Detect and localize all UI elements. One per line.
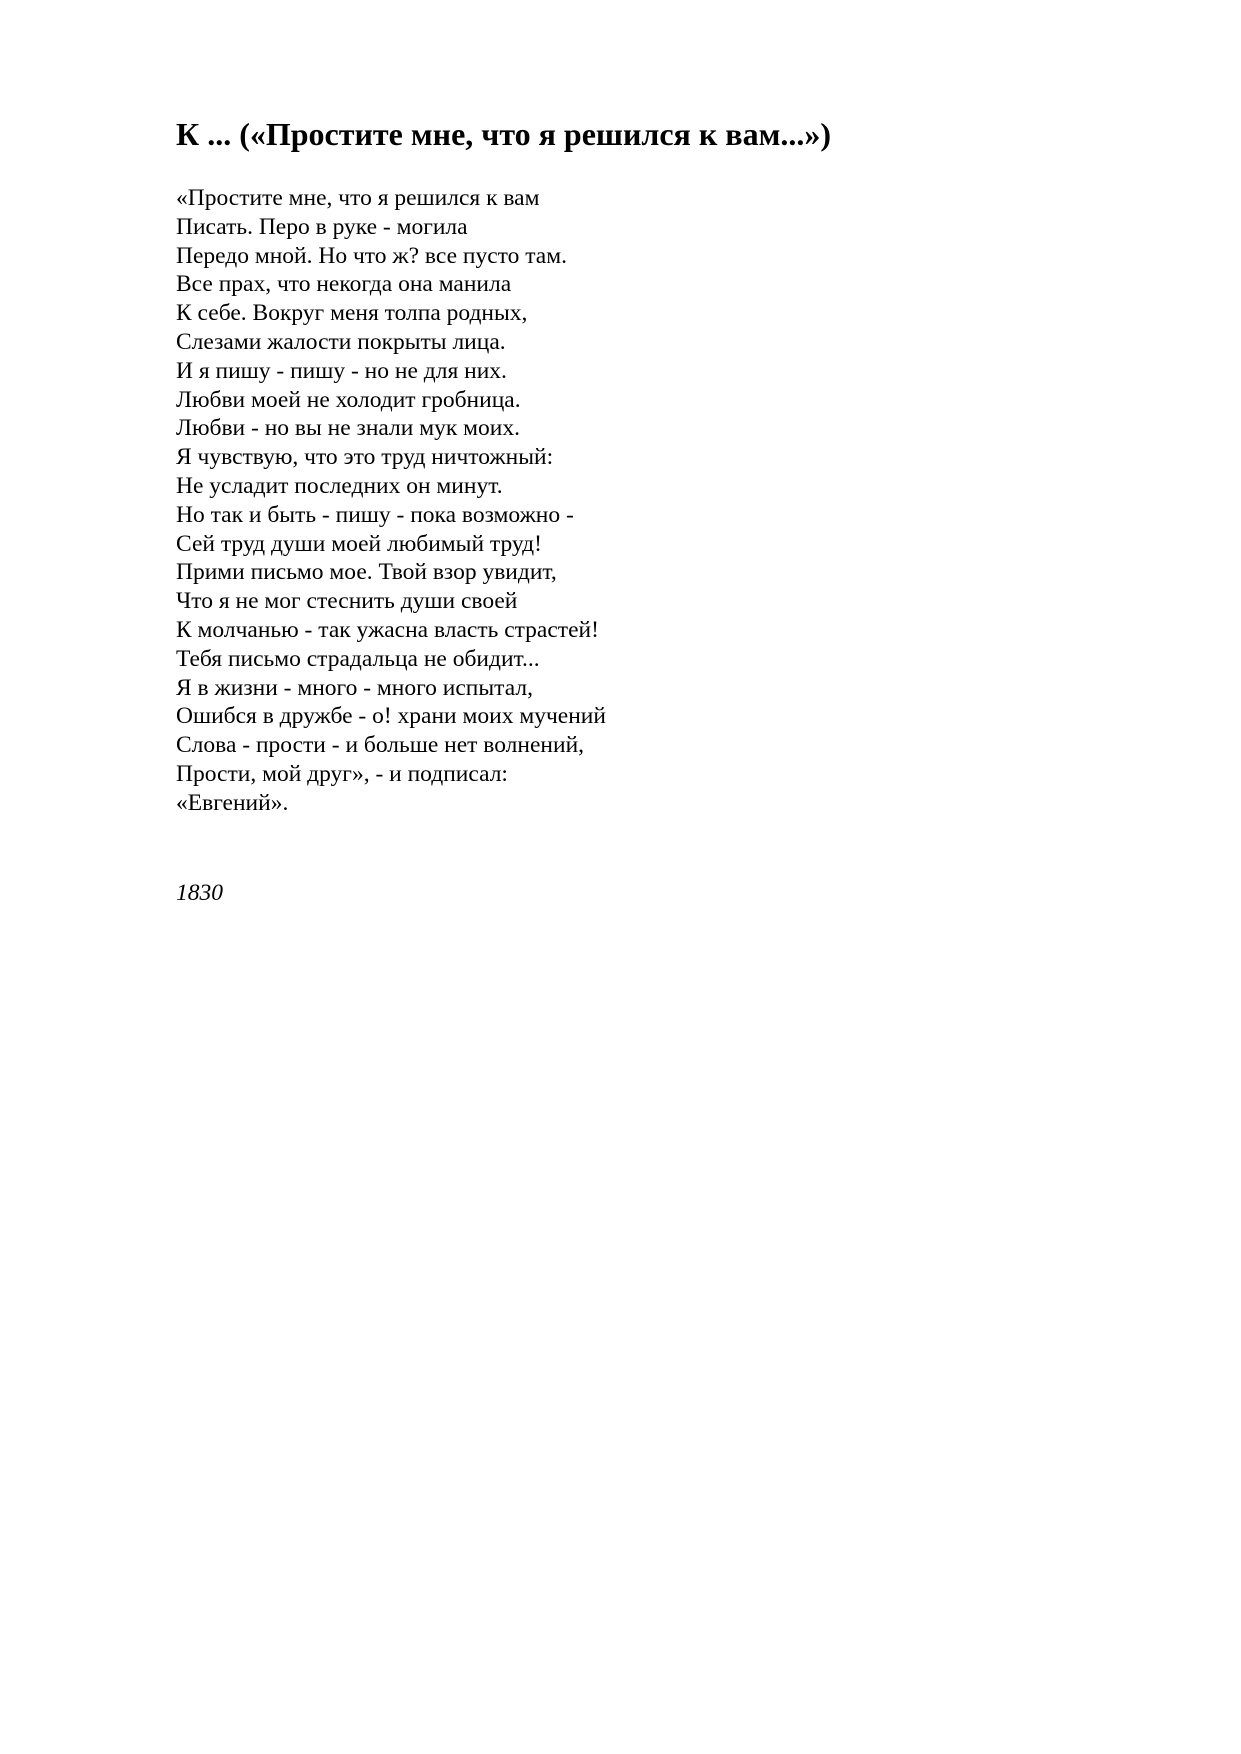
poem-line: Сей труд души моей любимый труд! xyxy=(176,530,542,557)
poem-line: Прости, мой друг», - и подписал: xyxy=(176,760,508,787)
poem-line: Любви - но вы не знали мук моих. xyxy=(176,415,520,442)
poem-line: Все прах, что некогда она манила xyxy=(176,271,512,298)
poem-year: 1830 xyxy=(176,880,223,906)
poem-line: Тебя письмо страдальца не обидит... xyxy=(176,645,540,672)
poem-line: И я пишу - пишу - но не для них. xyxy=(176,357,507,384)
poem-line: «Евгений». xyxy=(176,789,289,816)
poem-line: Я в жизни - много - много испытал, xyxy=(176,674,533,701)
poem-line: К себе. Вокруг меня толпа родных, xyxy=(176,300,528,327)
poem-line: Прими письмо мое. Твой взор увидит, xyxy=(176,559,557,586)
poem-line: Любви моей не холодит гробница. xyxy=(176,386,521,413)
poem-body xyxy=(176,184,606,818)
poem-line: Передо мной. Но что ж? все пусто там. xyxy=(176,242,567,269)
poem-line: Ошибся в дружбе - о! храни моих мучений xyxy=(176,703,606,730)
poem-line: Я чувствую, что это труд ничтожный: xyxy=(176,444,554,471)
poem-line: К молчанью - так ужасна власть страстей! xyxy=(176,616,599,643)
poem-line: «Простите мне, что я решился к вам xyxy=(176,185,540,211)
poem-line: Слезами жалости покрыты лица. xyxy=(176,328,506,355)
poem-line: Слова - прости - и больше нет волнений, xyxy=(176,732,585,759)
poem-line: Что я не мог стеснить души своей xyxy=(176,588,518,615)
poem-title: К ... («Простите мне, что я решился к вам...») xyxy=(176,116,832,152)
poem-line: Не усладит последних он минут. xyxy=(176,472,503,499)
poem-line: Писать. Перо в руке - могила xyxy=(176,213,468,240)
poem-line: Но так и быть - пишу - пока возможно - xyxy=(176,501,574,528)
